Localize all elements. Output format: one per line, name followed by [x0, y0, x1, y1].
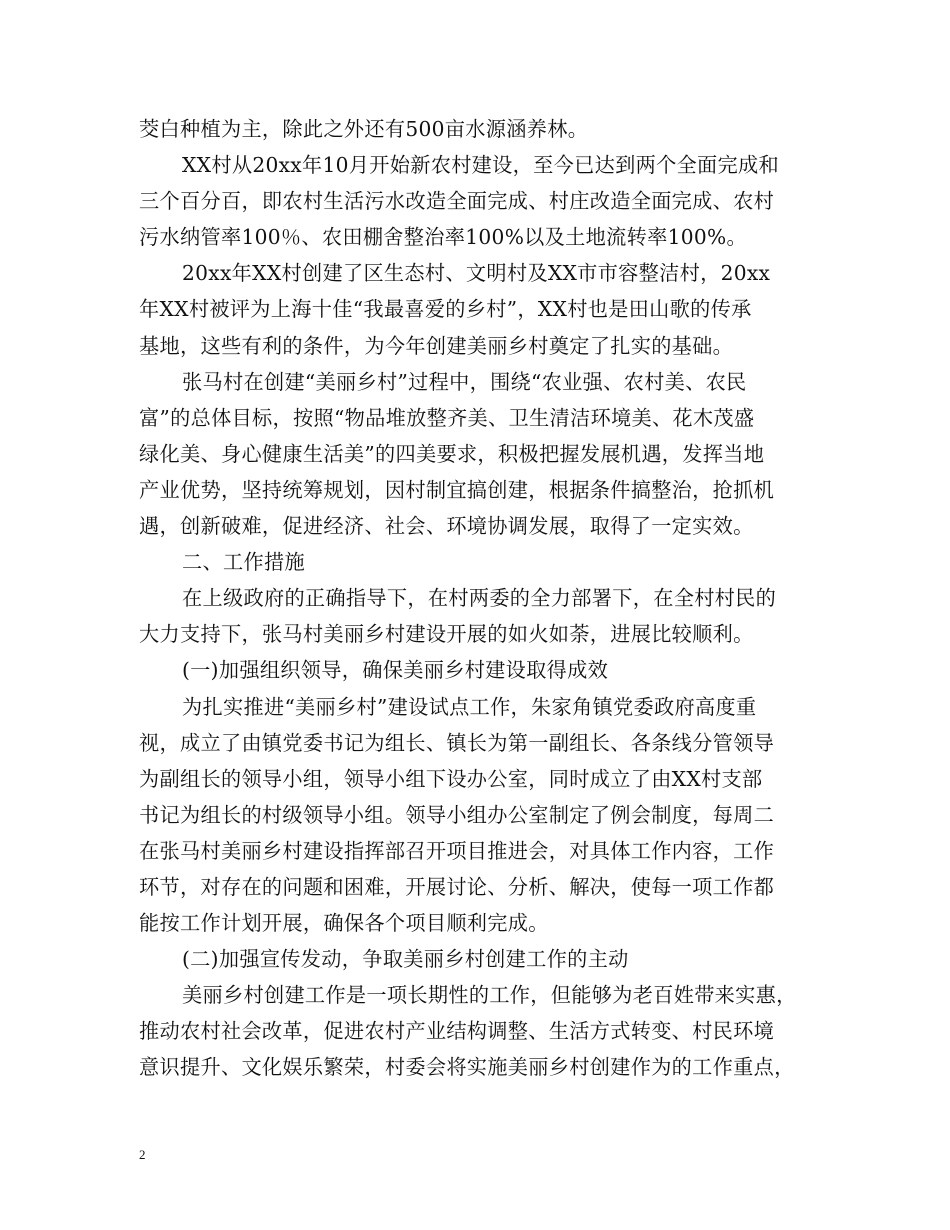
text-line: 遇，创新破难，促进经济、社会、环境协调发展，取得了一定实效。	[139, 514, 754, 539]
text-line: 为扎实推进“美丽乡村”建设试点工作，朱家角镇党委政府高度重	[182, 694, 757, 719]
text-line: 富”的总体目标，按照“物品堆放整齐美、卫生清洁环境美、花木茂盛	[139, 405, 755, 430]
text-line: 年XX村被评为上海十佳“我最喜爱的乡村”，XX村也是田山歌的传承	[139, 297, 752, 322]
document-body	[139, 111, 819, 1086]
text-line: 在张马村美丽乡村建设指挥部召开项目推进会，对具体工作内容，工作	[139, 838, 775, 863]
text-line: 美丽乡村创建工作是一项长期性的工作，但能够为老百姓带来实惠，	[182, 983, 797, 1008]
text-line: 能按工作计划开展，确保各个项目顺利完成。	[139, 911, 549, 936]
text-line: 视，成立了由镇党委书记为组长、镇长为第一副组长、各条线分管领导	[139, 730, 775, 755]
text-line: 书记为组长的村级领导小组。领导小组办公室制定了例会制度，每周二	[139, 802, 775, 827]
text-line: 在上级政府的正确指导下，在村两委的全力部署下，在全村村民的	[182, 586, 777, 611]
text-line: 推动农村社会改革，促进农村产业结构调整、生活方式转变、村民环境	[139, 1019, 775, 1044]
page-number: 2	[139, 1147, 146, 1162]
text-line: XX村从20xx年10月开始新农村建设，至今已达到两个全面完成和	[182, 153, 779, 178]
text-line: 20xx年XX村创建了区生态村、文明村及XX市市容整洁村，20xx	[182, 261, 771, 286]
text-line: 产业优势，坚持统筹规划，因村制宜搞创建，根据条件搞整治，抢抓机	[139, 477, 775, 502]
text-line: (一)加强组织领导，确保美丽乡村建设取得成效	[182, 658, 609, 683]
text-line: 污水纳管率100％、农田棚舍整治率100%以及土地流转率100%。	[139, 225, 747, 250]
text-line: 为副组长的领导小组，领导小组下设办公室，同时成立了由XX村支部	[139, 766, 763, 791]
text-line: 绿化美、身心健康生活美”的四美要求，积极把握发展机遇，发挥当地	[139, 441, 765, 466]
text-line: 茭白种植为主，除此之外还有500亩水源涵养林。	[139, 117, 589, 141]
text-line: 张马村在创建“美丽乡村”过程中，围绕“农业强、农村美、农民	[182, 369, 747, 394]
text-line: (二)加强宣传发动，争取美丽乡村创建工作的主动	[182, 947, 629, 972]
text-line: 环节，对存在的问题和困难，开展讨论、分析、解决，使每一项工作都	[139, 874, 775, 899]
text-line: 大力支持下，张马村美丽乡村建设开展的如火如荼，进展比较顺利。	[139, 622, 754, 647]
text-line: 三个百分百，即农村生活污水改造全面完成、村庄改造全面完成、农村	[139, 189, 775, 214]
text-line: 二、工作措施	[182, 550, 305, 575]
text-line: 意识提升、文化娱乐繁荣，村委会将实施美丽乡村创建作为的工作重点，	[139, 1055, 795, 1080]
text-line: 基地，这些有利的条件，为今年创建美丽乡村奠定了扎实的基础。	[139, 333, 734, 358]
